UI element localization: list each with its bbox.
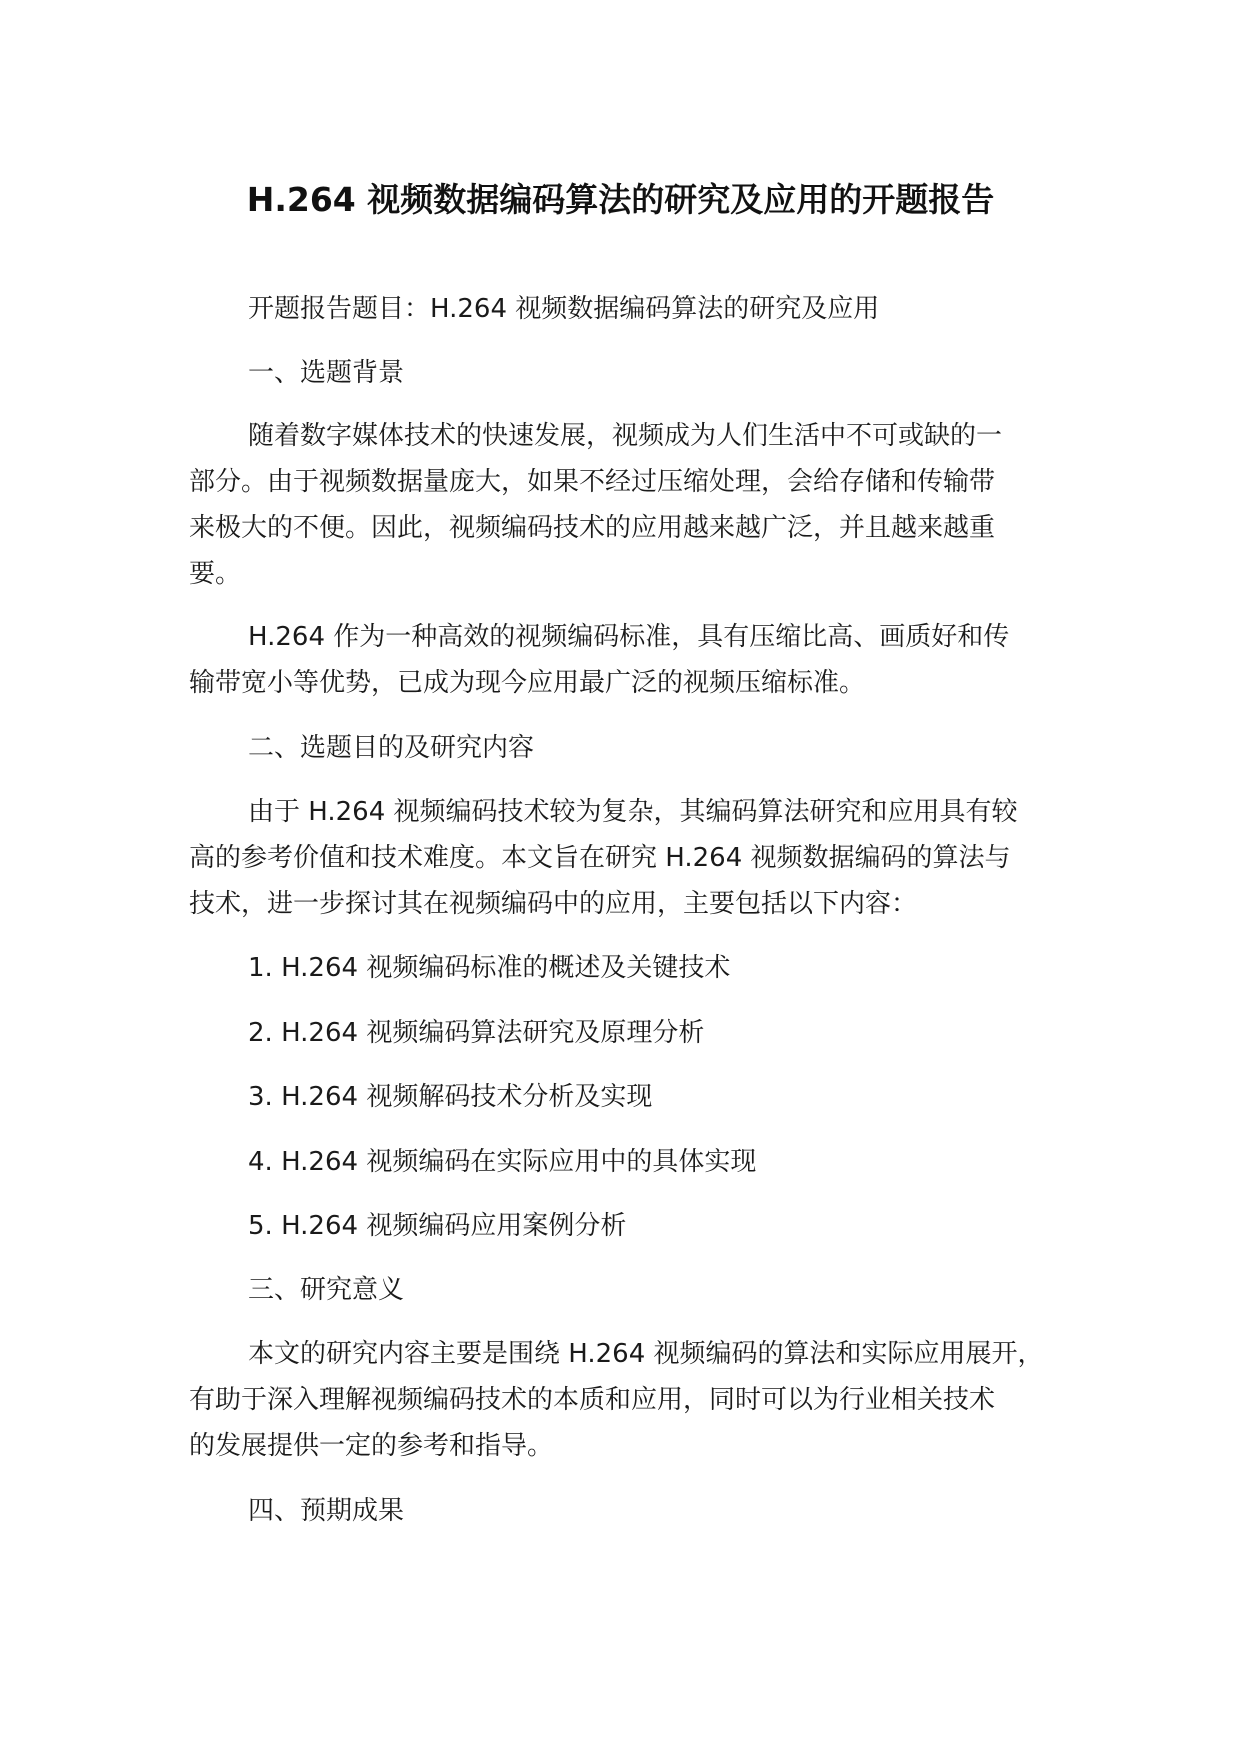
paragraph-line: 部分。由于视频数据量庞大，如果不经过压缩处理，会给存储和传输带 (189, 467, 996, 497)
section-heading-objectives: 二、选题目的及研究内容 (248, 733, 535, 763)
paragraph-line: 来极大的不便。因此，视频编码技术的应用越来越广泛，并且越来越重 (189, 513, 996, 543)
paragraph-line: 随着数字媒体技术的快速发展，视频成为人们生活中不可或缺的一 (248, 421, 1003, 451)
list-item: 2. H.264 视频编码算法研究及原理分析 (248, 1018, 705, 1048)
paragraph-line: 本文的研究内容主要是围绕 H.264 视频编码的算法和实际应用展开， (248, 1339, 1044, 1369)
paragraph-line: 由于 H.264 视频编码技术较为复杂，其编码算法研究和应用具有较 (248, 797, 1018, 827)
paragraph-line: 有助于深入理解视频编码技术的本质和应用，同时可以为行业相关技术 (189, 1385, 996, 1415)
paragraph-line: 的发展提供一定的参考和指导。 (189, 1431, 554, 1461)
paragraph-line: 要。 (189, 559, 242, 589)
list-item: 3. H.264 视频解码技术分析及实现 (248, 1082, 653, 1112)
paragraph-line: 高的参考价值和技术难度。本文旨在研究 H.264 视频数据编码的算法与 (189, 843, 1011, 873)
section-heading-background: 一、选题背景 (248, 358, 405, 388)
section-heading-expected-results: 四、预期成果 (248, 1496, 405, 1526)
topic-line: 开题报告题目：H.264 视频数据编码算法的研究及应用 (248, 294, 880, 324)
list-item: 5. H.264 视频编码应用案例分析 (248, 1211, 627, 1241)
section-heading-significance: 三、研究意义 (248, 1275, 405, 1305)
paragraph-line: H.264 作为一种高效的视频编码标准，具有压缩比高、画质好和传 (248, 622, 1010, 652)
paragraph-line: 技术，进一步探讨其在视频编码中的应用，主要包括以下内容： (189, 889, 918, 919)
list-item: 4. H.264 视频编码在实际应用中的具体实现 (248, 1147, 757, 1177)
page-title: H.264 视频数据编码算法的研究及应用的开题报告 (246, 180, 995, 219)
paragraph-line: 输带宽小等优势，已成为现今应用最广泛的视频压缩标准。 (189, 668, 866, 698)
list-item: 1. H.264 视频编码标准的概述及关键技术 (248, 953, 731, 983)
